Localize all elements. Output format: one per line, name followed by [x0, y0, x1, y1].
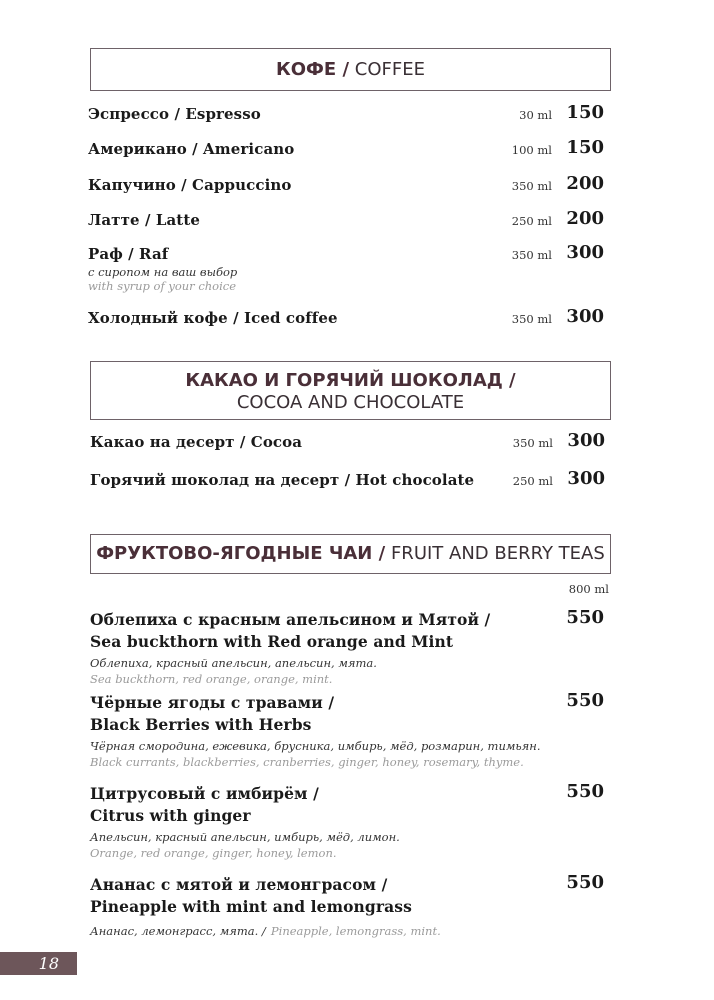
section-title-en: COFFEE: [354, 59, 425, 80]
item-name-en: Black Berries with Herbs: [90, 715, 312, 734]
item-price: 550: [566, 781, 604, 802]
item-volume: 100 ml: [511, 143, 552, 157]
item-volume: 30 ml: [519, 108, 552, 122]
item-name-en: Pineapple with mint and lemongrass: [90, 897, 412, 916]
item-name: Капучино / Cappuccino: [88, 176, 292, 194]
menu-item: [88, 139, 604, 158]
item-volume: 350 ml: [511, 312, 552, 326]
menu-item: [90, 432, 605, 451]
item-description-en: Sea buckthorn, red orange, orange, mint.: [90, 672, 333, 686]
item-description-ru: Апельсин, красный апельсин, имбирь, мёд, лимон.: [90, 830, 400, 844]
menu-item: [88, 308, 604, 327]
item-name: Горячий шоколад на десерт / Hot chocolate: [90, 471, 475, 489]
item-price: 200: [566, 173, 604, 194]
section-title-en: COCOA AND CHOCOLATE: [236, 392, 465, 413]
item-name: Американо / Americano: [88, 140, 295, 158]
item-price: 150: [566, 137, 604, 158]
menu-item: [90, 692, 604, 770]
page-number: 18: [0, 952, 77, 975]
menu-item: [90, 609, 604, 687]
section-header-cocoa: [90, 361, 611, 420]
item-description: [90, 920, 604, 939]
item-price: 150: [566, 102, 604, 123]
section-title-ru: КОФЕ /: [276, 59, 350, 80]
item-description-ru: Облепиха, красный апельсин, апельсин, мята.: [90, 656, 377, 670]
menu-item: [90, 874, 604, 939]
item-name: Раф / Raf: [88, 245, 169, 263]
item-price: 300: [567, 430, 605, 451]
item-name-en: Citrus with ginger: [90, 806, 251, 825]
menu-item: [88, 210, 604, 229]
item-name-ru: Ананас с мятой и лемонграсом /: [90, 875, 388, 894]
item-name-ru: Чёрные ягоды с травами /: [90, 693, 335, 712]
item-description-ru: Ананас, лемонграсс, мята. /: [90, 924, 266, 938]
section-title-en: FRUIT AND BERRY TEAS: [390, 543, 605, 564]
item-description-ru: Чёрная смородина, ежевика, брусника, имбирь, мёд, розмарин, тимьян.: [90, 739, 541, 753]
menu-item: [88, 244, 604, 293]
menu-item: [88, 175, 604, 194]
item-price: 550: [566, 690, 604, 711]
item-volume: 350 ml: [511, 179, 552, 193]
section-header-teas: [90, 534, 611, 574]
item-name: Латте / Latte: [88, 211, 201, 229]
menu-item: [90, 470, 605, 489]
item-price: 550: [566, 607, 604, 628]
item-description-en: with syrup of your choice: [88, 279, 237, 293]
menu-item: [88, 104, 604, 123]
item-volume: 250 ml: [511, 214, 552, 228]
item-description-en: Black currants, blackberries, cranberries, ginger, honey, rosemary, thyme.: [90, 755, 524, 769]
item-description-ru: с сиропом на ваш выбор: [88, 265, 238, 279]
item-price: 550: [566, 872, 604, 893]
teas-volume: 800 ml: [568, 582, 609, 596]
item-volume: 250 ml: [512, 474, 553, 488]
item-name: Какао на десерт / Cocoa: [90, 433, 303, 451]
item-description-en: Orange, red orange, ginger, honey, lemon.: [90, 846, 337, 860]
item-volume: 350 ml: [512, 436, 553, 450]
section-title-ru: ФРУКТОВО-ЯГОДНЫЕ ЧАИ /: [96, 543, 386, 564]
item-volume: 350 ml: [511, 248, 552, 262]
menu-item: [90, 783, 604, 861]
item-price: 300: [566, 306, 604, 327]
item-name-ru: Облепиха с красным апельсином и Мятой /: [90, 610, 491, 629]
item-name-en: Sea buckthorn with Red orange and Mint: [90, 632, 454, 651]
item-name-ru: Цитрусовый с имбирём /: [90, 784, 319, 803]
item-description-en: Pineapple, lemongrass, mint.: [270, 924, 441, 938]
section-header-coffee: [90, 48, 611, 91]
item-name: Эспрессо / Espresso: [88, 105, 261, 123]
item-price: 300: [567, 468, 605, 489]
item-name: Холодный кофе / Iced coffee: [88, 309, 338, 327]
item-price: 300: [566, 242, 604, 263]
section-title-ru: КАКАО И ГОРЯЧИЙ ШОКОЛАД /: [185, 370, 516, 391]
item-price: 200: [566, 208, 604, 229]
